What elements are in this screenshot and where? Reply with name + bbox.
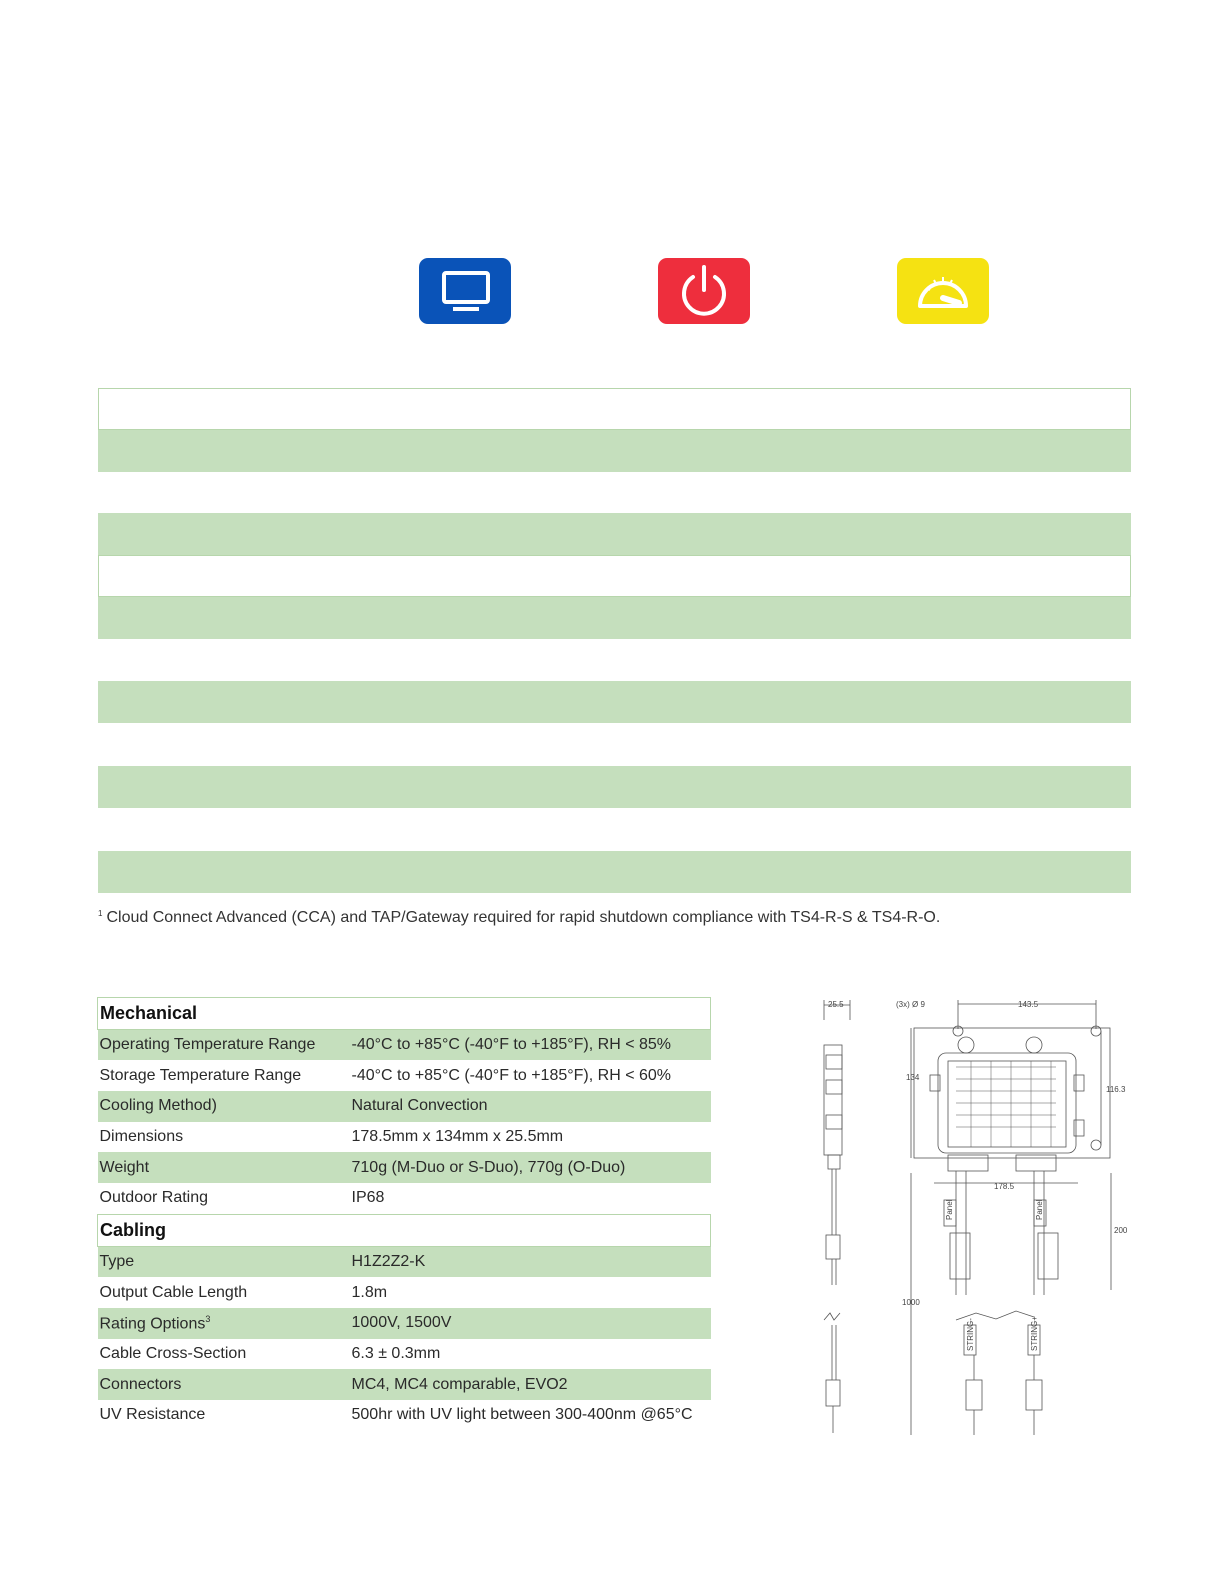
svg-text:Panel: Panel bbox=[945, 1199, 954, 1220]
spec-band-4 bbox=[98, 555, 1131, 597]
spec-band-7 bbox=[98, 766, 1131, 808]
side-view bbox=[824, 1000, 850, 1433]
svg-text:134: 134 bbox=[906, 1073, 920, 1082]
table-row bbox=[98, 1183, 711, 1214]
technical-drawing bbox=[806, 995, 1136, 1440]
section-title-cabling: Cabling bbox=[98, 1214, 711, 1246]
svg-text:STRING-: STRING- bbox=[966, 1318, 975, 1351]
table-row bbox=[98, 1122, 711, 1153]
footnote bbox=[98, 909, 940, 927]
svg-text:178.5: 178.5 bbox=[994, 1182, 1015, 1191]
row-value: 178.5mm x 134mm x 25.5mm bbox=[351, 1128, 564, 1146]
spec-band-2 bbox=[98, 430, 1131, 472]
power-icon-tile bbox=[658, 258, 750, 324]
spec-band-1 bbox=[98, 388, 1131, 430]
row-label: Dimensions bbox=[99, 1128, 184, 1146]
footnote-text: Cloud Connect Advanced (CCA) and TAP/Gateway required for rapid shutdown compliance with TS4-R-S & TS4-R-O. bbox=[106, 909, 941, 926]
svg-text:200: 200 bbox=[1114, 1226, 1128, 1235]
section-title-mechanical: Mechanical bbox=[98, 998, 711, 1030]
spec-band-6 bbox=[98, 681, 1131, 723]
svg-text:1000: 1000 bbox=[902, 1298, 920, 1307]
row-label: Connectors bbox=[98, 1369, 350, 1400]
row-value: H1Z2Z2-K bbox=[350, 1246, 711, 1277]
table-row bbox=[98, 1400, 711, 1431]
table-row bbox=[98, 1152, 711, 1183]
svg-text:Panel: Panel bbox=[1035, 1199, 1044, 1220]
row-label: Type bbox=[98, 1246, 350, 1277]
row-label: UV Resistance bbox=[99, 1406, 206, 1424]
footnote-marker: 1 bbox=[98, 909, 103, 918]
row-value: MC4, MC4 comparable, EVO2 bbox=[350, 1369, 711, 1400]
row-value: IP68 bbox=[351, 1189, 385, 1207]
svg-text:(3x) Ø 9: (3x) Ø 9 bbox=[896, 1000, 925, 1009]
table-row bbox=[98, 1029, 711, 1060]
monitor-icon-tile bbox=[419, 258, 511, 324]
svg-text:25.5: 25.5 bbox=[828, 1000, 844, 1009]
table-row bbox=[98, 1060, 711, 1091]
mechanical-cabling-table bbox=[97, 997, 711, 1431]
row-label: Output Cable Length bbox=[99, 1283, 248, 1301]
table-row bbox=[98, 1246, 711, 1277]
row-label: Weight bbox=[98, 1152, 350, 1183]
row-value: 6.3 ± 0.3mm bbox=[351, 1344, 441, 1362]
row-value: 710g (M-Duo or S-Duo), 770g (O-Duo) bbox=[350, 1152, 711, 1183]
table-row bbox=[98, 1091, 711, 1122]
row-value: -40°C to +85°C (-40°F to +185°F), RH < 60% bbox=[351, 1066, 672, 1084]
table-row bbox=[98, 1339, 711, 1370]
spec-band-5 bbox=[98, 597, 1131, 639]
monitor-icon bbox=[419, 258, 511, 324]
row-label: Cooling Method) bbox=[98, 1091, 350, 1122]
speedometer-icon bbox=[897, 258, 989, 324]
row-label: Storage Temperature Range bbox=[99, 1066, 302, 1084]
spec-band-3 bbox=[98, 513, 1131, 555]
front-view bbox=[896, 1000, 1128, 1435]
table-row bbox=[98, 1308, 711, 1339]
row-value: -40°C to +85°C (-40°F to +185°F), RH < 85% bbox=[350, 1029, 711, 1060]
spec-band-8 bbox=[98, 851, 1131, 893]
row-label: Cable Cross-Section bbox=[99, 1344, 247, 1362]
svg-text:116.3: 116.3 bbox=[1106, 1085, 1126, 1094]
row-label: Outdoor Rating bbox=[99, 1189, 209, 1207]
row-value: 1000V, 1500V bbox=[350, 1308, 711, 1339]
row-value: 500hr with UV light between 300-400nm @65°C bbox=[351, 1406, 693, 1424]
svg-text:143.5: 143.5 bbox=[1018, 1000, 1039, 1009]
table-row bbox=[98, 1277, 711, 1308]
row-value: 1.8m bbox=[351, 1283, 388, 1301]
row-label: Rating Options$^3$ bbox=[98, 1308, 350, 1339]
footnote-ref: 3 bbox=[205, 1313, 211, 1324]
row-label: Operating Temperature Range bbox=[98, 1029, 350, 1060]
speedometer-icon-tile bbox=[897, 258, 989, 324]
row-value: Natural Convection bbox=[350, 1091, 711, 1122]
power-icon bbox=[658, 258, 750, 324]
table-row bbox=[98, 1369, 711, 1400]
svg-text:STRING+: STRING+ bbox=[1030, 1316, 1039, 1351]
